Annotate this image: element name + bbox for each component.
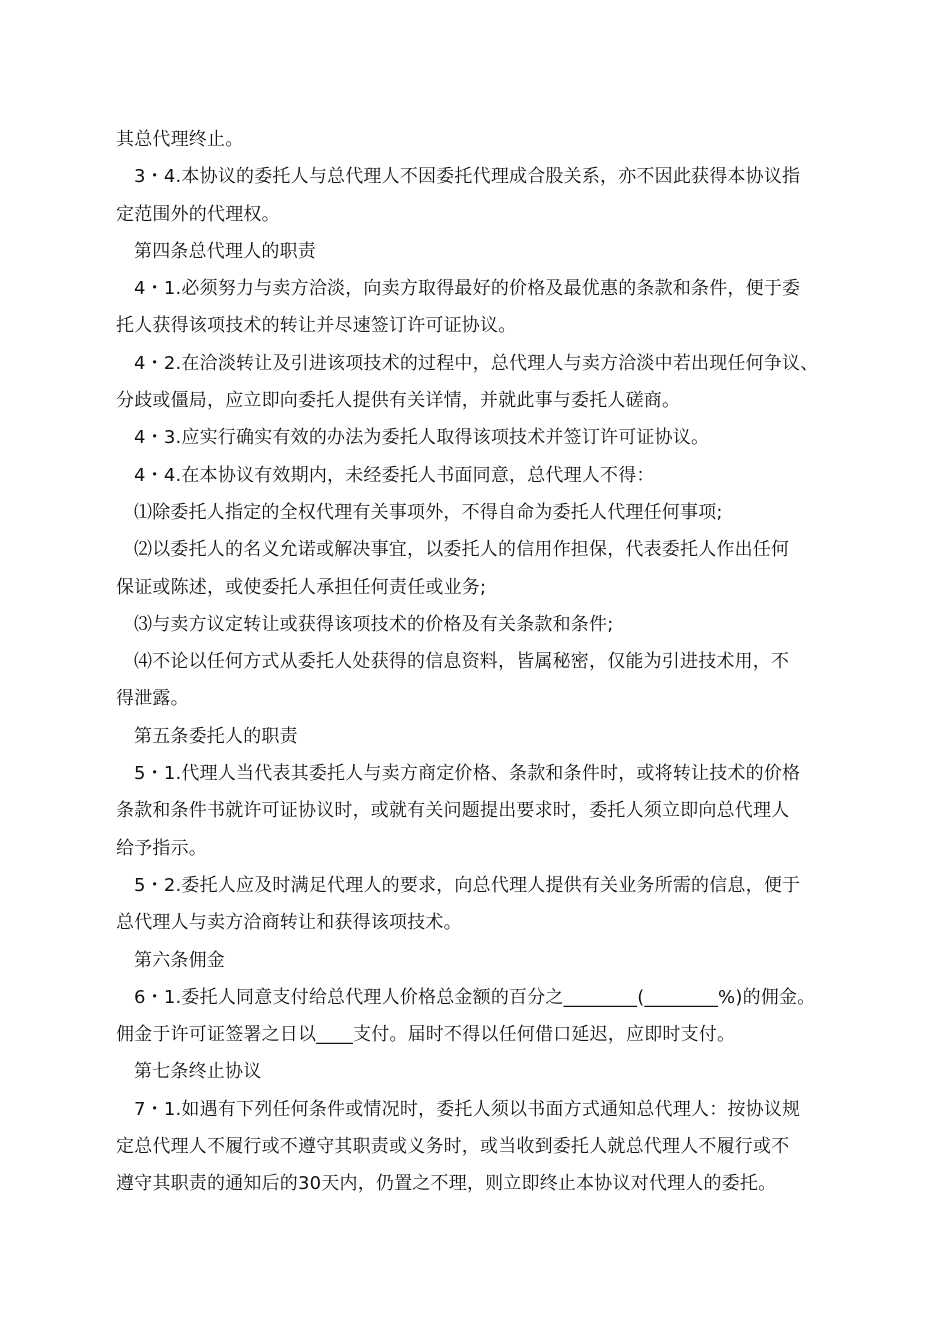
text-line: 得泄露。 [116, 688, 189, 710]
text-line: 5・1.代理人当代表其委托人与卖方商定价格、条款和条件时，或将转让技术的价格 [134, 763, 801, 785]
text-line: 第四条总代理人的职责 [134, 240, 316, 262]
text-line: 4・4.在本协议有效期内，未经委托人书面同意，总代理人不得： [134, 464, 655, 486]
text-line: 3・4.本协议的委托人与总代理人不因委托代理成合股关系，亦不因此获得本协议指 [134, 166, 801, 188]
text-line: 第五条委托人的职责 [134, 725, 298, 747]
text-line: 7・1.如遇有下列任何条件或情况时，委托人须以书面方式通知总代理人：按协议规 [134, 1098, 801, 1120]
text-line: 5・2.委托人应及时满足代理人的要求，向总代理人提供有关业务所需的信息，便于 [134, 874, 801, 896]
text-line: 保证或陈述，或使委托人承担任何责任或业务; [116, 576, 487, 598]
text-line: 托人获得该项技术的转让并尽速签订许可证协议。 [116, 315, 517, 337]
text-line: 6・1.委托人同意支付给总代理人价格总金额的百分之________(________%)的佣金。 [134, 986, 816, 1008]
text-line: 4・1.必须努力与卖方洽淡，向卖方取得最好的价格及最优惠的条款和条件，便于委 [134, 278, 801, 300]
text-line: 条款和条件书就许可证协议时，或就有关问题提出要求时，委托人须立即向总代理人 [116, 800, 790, 822]
text-line: 给予指示。 [116, 837, 207, 859]
text-line: 4・2.在洽淡转让及引进该项技术的过程中，总代理人与卖方洽淡中若出现任何争议、 [134, 352, 819, 374]
text-line: 定总代理人不履行或不遵守其职责或义务时，或当收到委托人就总代理人不履行或不 [116, 1136, 790, 1158]
text-line: 遵守其职责的通知后的30天内，仍置之不理，则立即终止本协议对代理人的委托。 [116, 1173, 777, 1195]
text-line: 第七条终止协议 [134, 1061, 262, 1083]
text-line: 第六条佣金 [134, 949, 225, 971]
text-line: 分歧或僵局，应立即向委托人提供有关详情，并就此事与委托人磋商。 [116, 390, 681, 412]
text-line: ⑷不论以任何方式从委托人处获得的信息资料，皆属秘密，仅能为引进技术用，不 [134, 651, 790, 673]
text-line: 总代理人与卖方洽商转让和获得该项技术。 [116, 912, 462, 934]
text-line: 4・3.应实行确实有效的办法为委托人取得该项技术并签订许可证协议。 [134, 427, 710, 449]
text-line: 佣金于许可证签署之日以____支付。届时不得以任何借口延迟，应即时支付。 [116, 1024, 736, 1046]
text-line: 定范围外的代理权。 [116, 203, 280, 225]
text-line: ⑴除委托人指定的全权代理有关事项外，不得自命为委托人代理任何事项; [134, 501, 723, 523]
text-line: ⑶与卖方议定转让或获得该项技术的价格及有关条款和条件; [134, 613, 614, 635]
text-line: 其总代理终止。 [116, 129, 244, 150]
text-line: ⑵以委托人的名义允诺或解决事宜，以委托人的信用作担保，代表委托人作出任何 [134, 539, 790, 561]
document-body [116, 121, 844, 1203]
